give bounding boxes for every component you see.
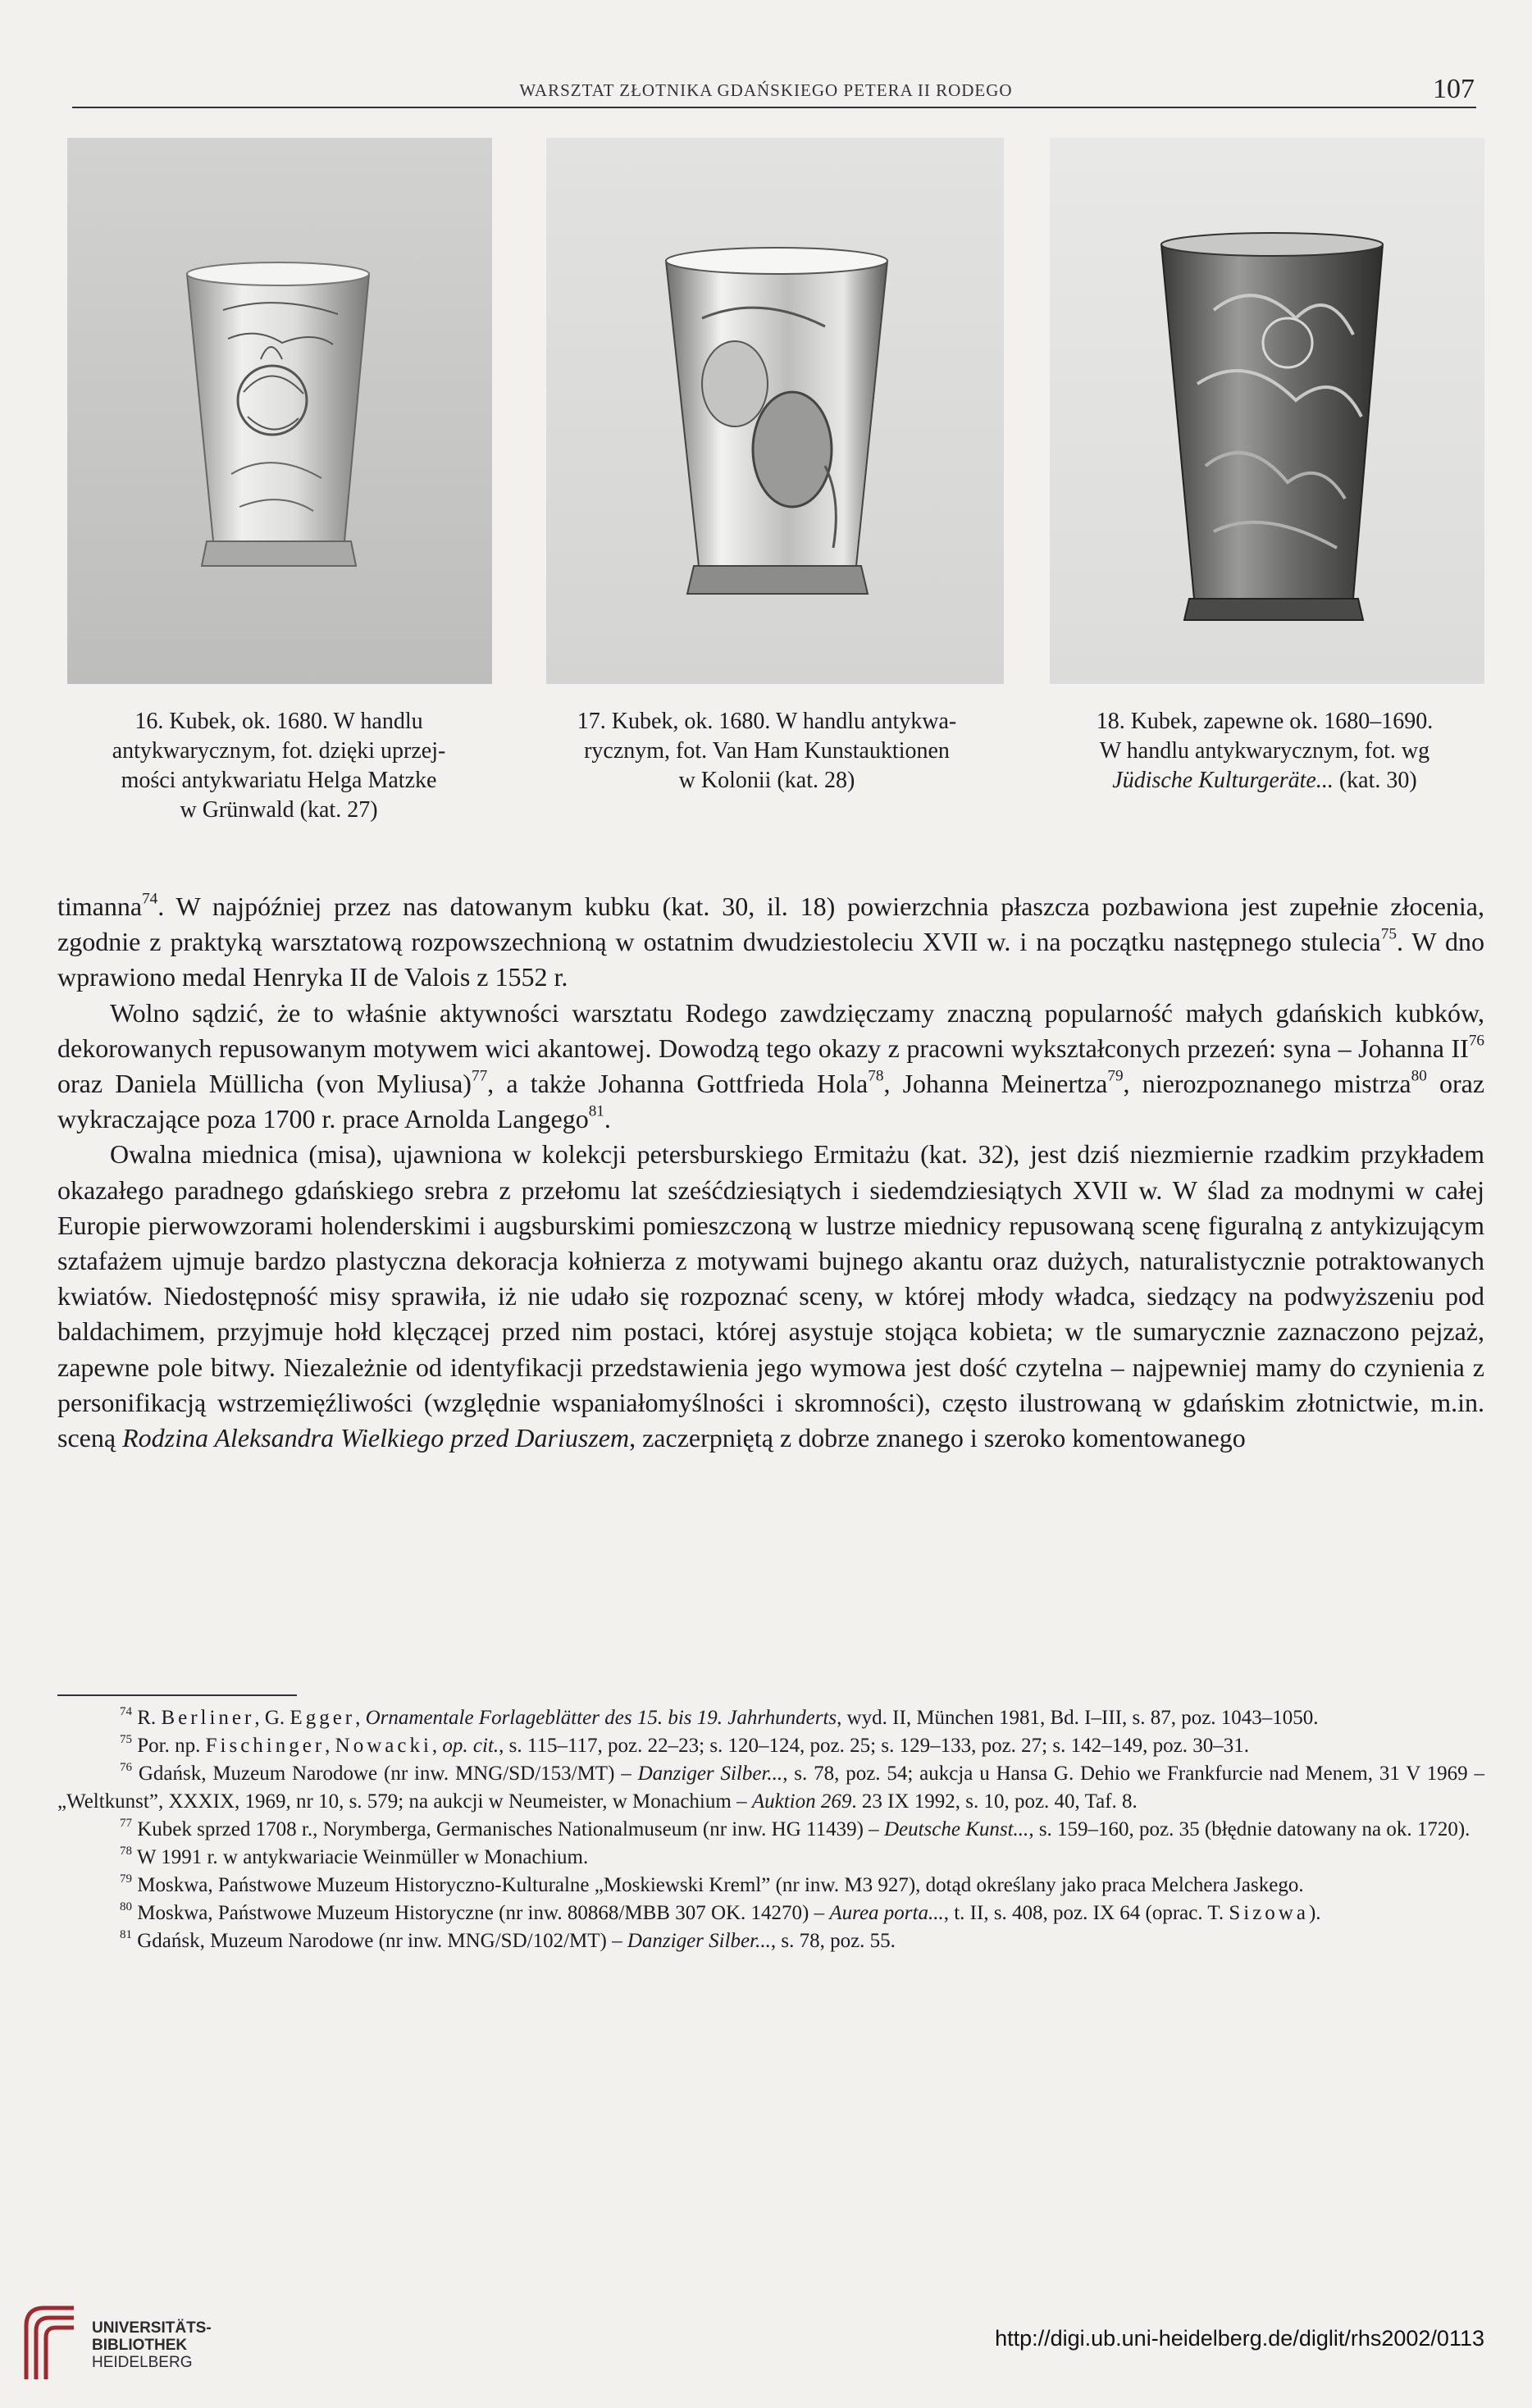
footnote-text: Moskwa, Państwowe Muzeum Historyczne (nr inw. 80868/MBB 307 OK. 14270) –: [137, 1902, 830, 1924]
caption-source-title: Jüdische Kulturgeräte...: [1112, 768, 1334, 793]
footnote-number: 81: [120, 1927, 132, 1941]
footnote-text: Gdańsk, Muzeum Narodowe (nr inw. MNG/SD/153/MT) –: [138, 1763, 638, 1785]
figure-caption-16: [57, 707, 500, 825]
citation-title: Deutsche Kunst...: [883, 1818, 1029, 1840]
footnote-ref[interactable]: 77: [471, 1067, 488, 1085]
body-text: [57, 889, 1484, 1456]
caption-line: 16. Kubek, ok. 1680. W handlu: [135, 709, 423, 734]
heidelberg-logo-icon: [18, 2301, 84, 2383]
caption-line: [1035, 766, 1494, 796]
footnote-75: [57, 1732, 1484, 1760]
citation-title: Danziger Silber...: [627, 1930, 771, 1952]
footnote-76: [57, 1760, 1484, 1816]
footnote-number: 74: [120, 1704, 132, 1718]
footnote-text: , t. II, s. 408, poz. IX 64 (oprac. T.: [943, 1902, 1229, 1924]
footnote-77: [57, 1816, 1484, 1844]
library-name: UNIVERSITÄTS- BIBLIOTHEK HEIDELBERG: [92, 2319, 212, 2371]
footnote-ref[interactable]: 81: [588, 1102, 604, 1120]
paragraph: Owalna miednica (misa), ujawniona w kolekcji petersburskiego Ermitażu (kat. 32), jest dziś niezmiernie rzadkim przykładem okazałego paradnego gdańskiego srebra z przełomu lat sześćdziesiątych i siedemdziesiątych XVII w. W ślad za modnymi w całej Europie pierwowzorami holenderskimi i augsburskimi pomieszczoną w lustrze miednicy repusowaną scenę figuralną z antykizującym sztafażem ujmuje bardzo plastyczna dekoracja kołnierza z motywami bujnego akantu oraz dużych, naturalistycznie potraktowanych kwiatów. Niedostępność misy sprawiła, iż nie udało się rozpoznać sceny, w której młody władca, siedzący na podwyższeniu pod baldachimem, przyjmuje hołd klęczącej przed nim postaci, której asystuje stojąca kobieta; w tle sumarycznie zaznaczono pejzaż, zapewne pole bitwy. Niezależnie od identyfikacji przedstawienia jego wymowa jest dość czytelna – najpewniej mamy do czynienia z personifikacją wstrzemięźliwości (względnie wspaniałomyślności i skromności), często ilustrowaną w gdańskim złotnictwie, m.in. sceną Rodzina Aleksandra Wielkiego przed Dariuszem, zaczerpniętą z dobrze znanego i szeroko komentowanego: [57, 1139, 1484, 1453]
footnote-text: , s. 78, poz. 55.: [770, 1930, 896, 1952]
citation-title: Ornamentale Forlageblätter des 15. bis 19. Jahrhunderts: [365, 1707, 837, 1729]
footnote-ref[interactable]: 76: [1468, 1032, 1484, 1050]
citation-title: Auktion 269: [751, 1790, 852, 1813]
author-name: Nowacki: [335, 1735, 432, 1757]
footnote-number: 77: [120, 1816, 132, 1830]
footnote-text: R.: [137, 1707, 162, 1729]
footnote-ref[interactable]: 79: [1107, 1067, 1124, 1085]
running-title: WARSZTAT ZŁOTNIKA GDAŃSKIEGO PETERA II RODEGO: [519, 80, 1013, 100]
caption-line: W handlu antykwarycznym, fot. wg: [1099, 738, 1430, 764]
footnote-text: ).: [1308, 1902, 1321, 1924]
footnote-80: [57, 1899, 1484, 1927]
footnote-text: , s. 115–117, poz. 22–23; s. 120–124, poz. 25; s. 129–133, poz. 27; s. 142–149, poz. 30–31.: [499, 1735, 1249, 1757]
footnote-ref[interactable]: 80: [1411, 1067, 1427, 1085]
caption-line: 17. Kubek, ok. 1680. W handlu antykwa-: [577, 709, 957, 734]
work-title: Rodzina Aleksandra Wielkiego przed Dariuszem: [122, 1423, 630, 1453]
footnote-ref[interactable]: 74: [142, 890, 158, 908]
caption-line: rycznym, fot. Van Ham Kunstauktionen: [584, 738, 950, 764]
header-rule: [72, 107, 1476, 108]
footnote-81: [57, 1927, 1484, 1955]
footnote-text: Por. np.: [137, 1735, 206, 1757]
footnote-ref[interactable]: 78: [868, 1067, 884, 1085]
beaker-photo-17: [546, 138, 1004, 684]
citation-title: Aurea porta...: [829, 1902, 944, 1924]
figure-caption-17: [517, 707, 1017, 796]
footnote-text: ,: [325, 1735, 335, 1757]
citation-title: Danziger Silber...: [637, 1763, 783, 1785]
caption-line: w Grünwald (kat. 27): [180, 797, 378, 823]
author-name: Egger: [290, 1707, 356, 1729]
footnotes: [57, 1704, 1484, 1955]
caption-line: w Kolonii (kat. 28): [678, 768, 855, 793]
footnote-text: Kubek sprzed 1708 r., Norymberga, Germanisches Nationalmuseum (nr inw. HG 11439) –: [137, 1818, 884, 1840]
footnote-text: Gdańsk, Muzeum Narodowe (nr inw. MNG/SD/102/MT) –: [137, 1930, 627, 1952]
footnote-text: , s. 78, poz. 54; aukcja u Hansa G. Dehio we Frankfurcie nad Menem, 31 V 1969 – „Weltkunst”, XXXIX, 1969, nr 10, s. 579; na aukcji w Neumeister, w Monachium –: [57, 1763, 1485, 1813]
footnote-number: 75: [120, 1732, 132, 1746]
footnote-79: [57, 1872, 1484, 1899]
footnote-text: W 1991 r. w antykwariacie Weinmüller w Monachium.: [136, 1846, 589, 1868]
footnote-text: Moskwa, Państwowe Muzeum Historyczno-Kulturalne „Moskiewski Kreml” (nr inw. M3 927), dotąd określany jako praca Melchera Jaskego.: [137, 1874, 1304, 1896]
caption-line: mości antykwariatu Helga Matzke: [121, 768, 437, 793]
beaker-photo-18: [1050, 138, 1484, 684]
footnote-number: 79: [120, 1872, 132, 1886]
footnote-number: 80: [120, 1899, 132, 1913]
footnote-74: [57, 1704, 1484, 1732]
footnote-rule: [57, 1694, 297, 1696]
footnote-text: . 23 IX 1992, s. 10, poz. 40, Taf. 8.: [851, 1790, 1138, 1813]
footnote-number: 76: [120, 1760, 132, 1774]
caption-tail: (kat. 30): [1333, 768, 1417, 793]
footnote-text: , s. 159–160, poz. 35 (błędnie datowany na ok. 1720).: [1028, 1818, 1470, 1840]
footnote-ref[interactable]: 75: [1380, 925, 1397, 943]
citation-title: op. cit.: [442, 1735, 499, 1757]
author-name: Berliner: [161, 1707, 255, 1729]
source-url[interactable]: http://digi.ub.uni-heidelberg.de/diglit/rhs2002/0113: [995, 2326, 1484, 2351]
caption-line: 18. Kubek, zapewne ok. 1680–1690.: [1096, 709, 1434, 734]
library-logo: [18, 2301, 264, 2392]
footnote-number: 78: [120, 1844, 132, 1858]
paragraph: timanna$^{74}$. W najpóźniej przez nas datowanym kubku (kat. 30, il. 18) powierzchnia płaszcza pozbawiona jest zupełnie złocenia, zgodnie z praktyką warsztatową rozpowszechnioną w ostatnim dwudziestoleciu XVII w. i na początku następnego stulecia$^{75}$. W dno wprawiono medal Henryka II de Valois z 1552 r.: [57, 890, 1485, 992]
beaker-photo-16: [67, 138, 492, 684]
footnote-text: ,: [431, 1735, 443, 1757]
author-name: Sizowa: [1229, 1902, 1309, 1924]
author-name: Fischinger: [205, 1735, 326, 1757]
page-number: 107: [1433, 74, 1475, 104]
footnote-text: , G.: [254, 1707, 290, 1729]
figure-caption-18: [1035, 707, 1494, 796]
caption-line: antykwarycznym, fot. dzięki uprzej-: [112, 738, 446, 764]
footnote-text: ,: [355, 1707, 366, 1729]
footnote-text: , wyd. II, München 1981, Bd. I–III, s. 87, poz. 1043–1050.: [837, 1707, 1319, 1729]
footnote-78: [57, 1844, 1484, 1872]
paragraph: Wolno sądzić, że to właśnie aktywności warsztatu Rodego zawdzięczamy znaczną popularność małych gdańskich kubków, dekorowanych repusowanym motywem wici akantowej. Dowodzą tego okazy z pracowni wykształconych przezeń: syna – Johanna II$^{76}$ oraz Daniela Müllicha (von Myliusa)$^{77}$, a także Johanna Gottfrieda Hola$^{78}$, Johanna Meinertza$^{79}$, nierozpoznanego mistrza$^{80}$ oraz wykraczające poza 1700 r. prace Arnolda Langego$^{81}$.: [57, 997, 1485, 1134]
